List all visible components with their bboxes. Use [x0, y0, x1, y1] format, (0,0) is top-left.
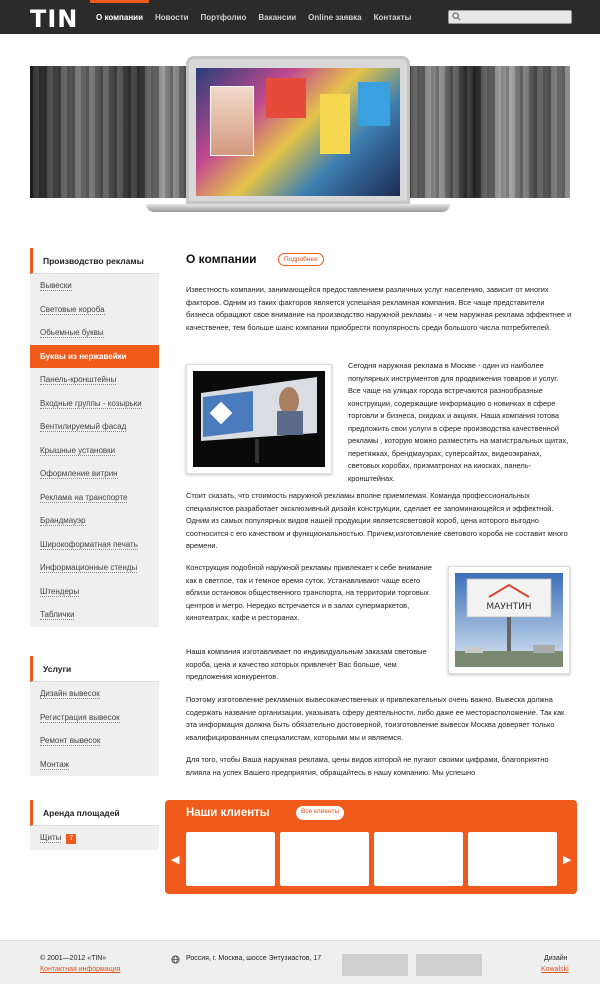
copyright: © 2001—2012 «TIN» [40, 955, 107, 962]
sidebar-item-window-design[interactable]: Оформление витрин [40, 469, 118, 478]
clients-block [165, 800, 577, 894]
client-logo-tile[interactable] [186, 832, 275, 886]
sidebar-rent [30, 800, 159, 850]
nav-about[interactable]: О компании [90, 0, 149, 34]
laptop-base [146, 204, 450, 212]
billboard-image [193, 371, 325, 467]
sidebar-production [30, 248, 159, 627]
more-button[interactable]: Подробнее [278, 253, 324, 266]
paragraph-price: Стоит сказать, что стоимость наружной рекламы вполне приемлемая. Команда профессиональных специалистов разработает эксклюзивный дизайн конструкции, сделает ее запоминающейся и эффектной. Одним из самых популярных видов нашей продукции являетсясветовой короб, цена которого выгодно соотносится с его качеством и функциональностью. Причем,изготовление светового короба не составит много времени. [186, 491, 568, 550]
search-icon [452, 12, 461, 21]
all-clients-button[interactable]: Все клиенты [296, 806, 344, 820]
sidebar-item-firewall[interactable]: Брандмауэр [40, 516, 86, 525]
address: Россия, г. Москва, шоссе Энтузиастов, 17 [186, 955, 322, 962]
paragraph-construction: Конструкция подобной наружной рекламы привлекает к себе внимание как в светлое, так и темное время суток. Устанавливают чаще всего вблизи остановок общественного транспорта, на территории торговых центров и метро. Нередко встречается и в залах супермаркетов, кинотеатрах, кафе и ресторанах. [186, 563, 432, 622]
paragraph-lightbox-order: Наша компания изготавливает по индивидуальным заказам световые короба, цена и качество которых привлечёт Вас больше, чем предложения конкурентов. [186, 647, 427, 681]
next-arrow-icon[interactable]: ▶ [563, 854, 572, 866]
nav-news[interactable]: Новости [155, 13, 189, 22]
sidebar-item-mounting[interactable]: Монтаж [40, 759, 69, 769]
sidebar-heading: Аренда площадей [30, 800, 159, 826]
mountain-sign-image [455, 573, 563, 667]
sidebar-item-signboards[interactable]: Вывески [40, 281, 72, 290]
sidebar-services [30, 656, 159, 776]
logo[interactable]: TIN [30, 5, 79, 33]
billboard-photo [186, 364, 332, 474]
sidebar-item-transport-ads[interactable]: Реклама на транспорте [40, 492, 128, 502]
counter-placeholder [342, 954, 408, 976]
sidebar-heading: Услуги [30, 656, 159, 682]
designer-link[interactable]: Kowalski [541, 966, 569, 973]
globe-icon [171, 955, 180, 964]
nav-contacts[interactable]: Контакты [373, 13, 412, 22]
prev-arrow-icon[interactable]: ◀ [171, 854, 180, 866]
sidebar-item-panel-brackets[interactable]: Панель-кронштейны [40, 375, 117, 384]
counter-placeholder [416, 954, 482, 976]
page-title: О компании [186, 252, 257, 266]
contact-info-link[interactable]: Контактная информация [40, 966, 121, 973]
sidebar-item-sign-registration[interactable]: Регистрация вывесок [40, 712, 120, 722]
sidebar-item-standers[interactable]: Штендеры [40, 586, 80, 596]
design-label: Дизайн [544, 955, 568, 962]
footer [0, 940, 600, 984]
sidebar-item-sign-repair[interactable]: Ремонт вывесок [40, 736, 101, 745]
main-nav [90, 0, 417, 34]
laptop-screen-image [196, 68, 400, 196]
paragraph-signs-importance: Поэтому изготовление рекламных вывесокачественных и привлекательных очень важно. Вывеска должна содержать название организации, указывать сферу деятельности, либо даже ее месторасположение. Так как эта информация должна быть обязательно достоверной, тоизготовление вывесок Москва доверяет только квалифицированным специалистам, которыми мы и являемся. [186, 695, 565, 742]
sidebar-item-wide-print[interactable]: Широкоформатная печать [40, 539, 138, 549]
search-input[interactable] [448, 10, 572, 24]
sidebar-item-roof-installations[interactable]: Крышные установки [40, 445, 116, 455]
mountain-sign-photo [448, 566, 570, 674]
sidebar-item-lightboxes[interactable]: Световые короба [40, 304, 105, 314]
sidebar-item-info-stands[interactable]: Информационные стенды [40, 563, 138, 572]
client-logo-tile[interactable] [374, 832, 463, 886]
paragraph-intro: Известность компании, занимающейся предоставлением различных услуг населению, зависит от многих факторов. Одним из таких факторов является успешная рекламная компания. Все чаще представители бизнеса обращают свое внимание на производство наружной рекламы - и чем наружная реклама эффектнее и качественее, тем больше шанс компании приобрести популярность среди большого числа потребителей. [186, 285, 572, 332]
top-header [0, 0, 600, 34]
nav-vacancies[interactable]: Вакансии [258, 13, 297, 22]
sidebar-heading: Производство рекламы [30, 248, 159, 274]
paragraph-contact-us: Для того, чтобы Ваша наружная реклама, цены видов которой не пугают своими цифрами, благоприятно влияла на успех Вашего предприятия, обращайтесь в нашу компанию. Мы успешно [186, 755, 549, 777]
sign-text: МАУНТИН [486, 602, 532, 612]
sidebar-item-plates[interactable]: Таблички [40, 610, 75, 619]
client-logo-tile[interactable] [280, 832, 369, 886]
client-logo-tile[interactable] [468, 832, 557, 886]
sidebar-item-sign-design[interactable]: Дизайн вывесок [40, 689, 100, 698]
nav-online-request[interactable]: Online заявка [308, 13, 362, 22]
sidebar-item-billboards[interactable]: Щиты 7 [30, 826, 159, 850]
sidebar-item-volume-letters[interactable]: Обьемные буквы [40, 328, 104, 337]
clients-title: Наши клиенты [186, 807, 270, 819]
sidebar-item-facade[interactable]: Вентилируемый фасад [40, 422, 127, 431]
count-badge: 7 [66, 834, 76, 844]
main-content [186, 252, 576, 266]
sidebar-item-entrance-groups[interactable]: Входные группы - козырьки [40, 398, 142, 408]
nav-portfolio[interactable]: Портфолио [200, 13, 247, 22]
sidebar-item-steel-letters[interactable]: Буквы из нержавейки [30, 345, 159, 369]
paragraph-outdoor-moscow: Сегодня наружная реклама в Москве - один из наиболее популярных инструментов для продвижения товаров и услуг. Все чаще на улицах города встречаются разнообразные конструкции, содержащие информацию о новинках в сфере торговли и бизнеса, скидках и акциях. Наша компания готова предложить свои услуги в сфере производства качественной рекламы , которую можно разместить на магистральных щитах, перетяжках, брендмауэрах, суперсайтах, видеоэкранах, световых коробах, призматронах на киосках, панель-кронштейнах. [348, 361, 569, 483]
